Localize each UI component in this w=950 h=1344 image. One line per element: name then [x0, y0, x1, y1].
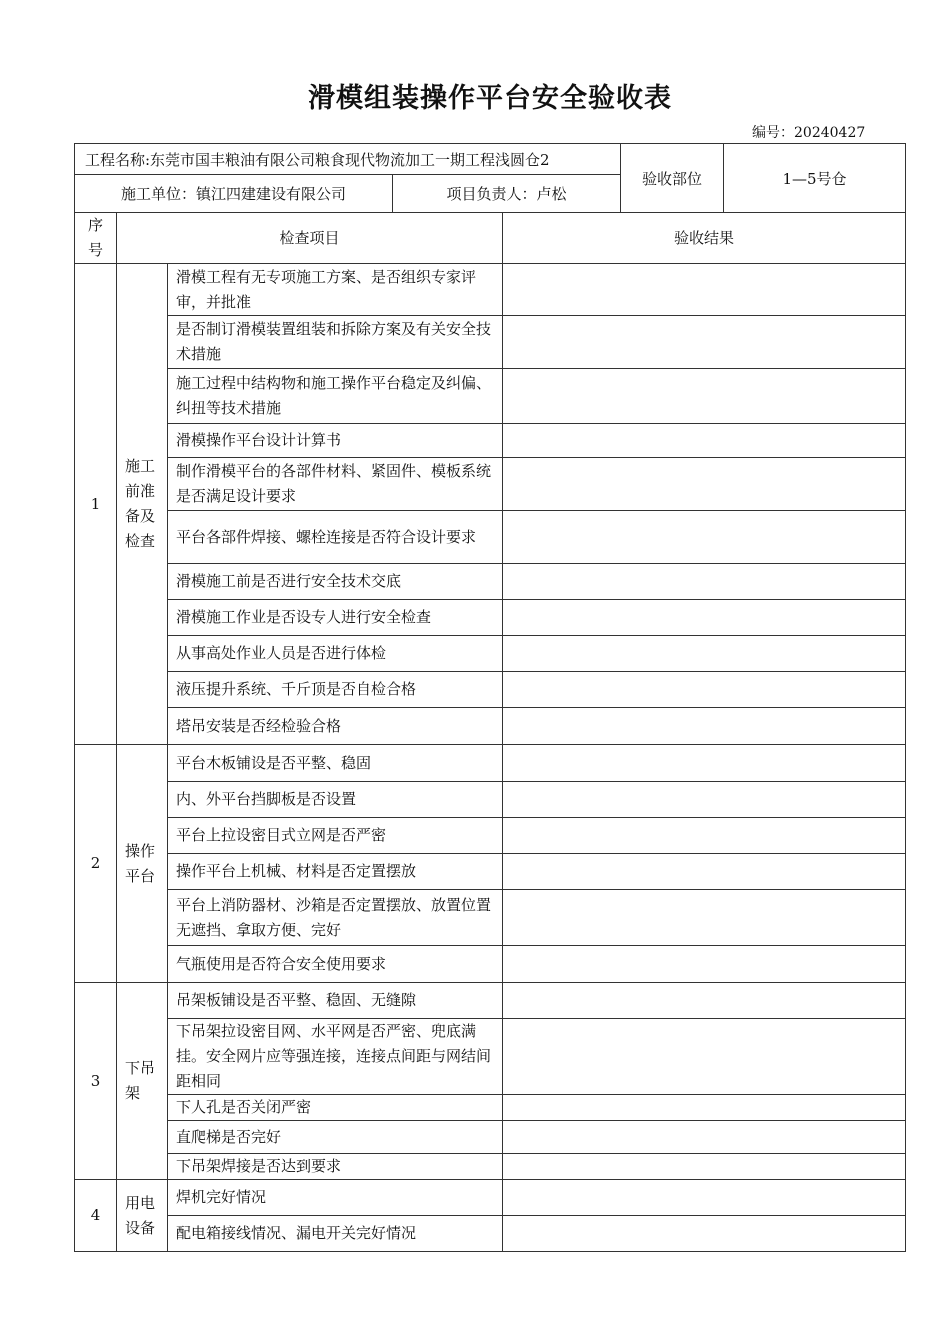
check-item: 滑模工程有无专项施工方案、是否组织专家评审，并批准 — [168, 264, 503, 316]
table-row — [75, 636, 906, 672]
section-category: 施工前准备及检查 — [117, 264, 168, 745]
check-item: 施工过程中结构物和施工操作平台稳定及纠偏、纠扭等技术措施 — [168, 369, 503, 424]
result-cell[interactable] — [503, 264, 906, 316]
table-row — [75, 1216, 906, 1252]
section-category: 用电设备 — [117, 1180, 168, 1252]
table-row — [75, 946, 906, 983]
check-item: 配电箱接线情况、漏电开关完好情况 — [168, 1216, 503, 1252]
section-number: 1 — [75, 264, 117, 745]
column-header-items: 检查项目 — [117, 213, 503, 264]
table-row — [75, 1019, 906, 1095]
column-header-result: 验收结果 — [503, 213, 906, 264]
check-item: 下人孔是否关闭严密 — [168, 1095, 503, 1121]
check-item: 滑模操作平台设计计算书 — [168, 424, 503, 458]
check-item: 从事高处作业人员是否进行体检 — [168, 636, 503, 672]
result-cell[interactable] — [503, 458, 906, 511]
table-row — [75, 458, 906, 511]
check-item: 操作平台上机械、材料是否定置摆放 — [168, 854, 503, 890]
table-row — [75, 264, 906, 316]
result-cell[interactable] — [503, 316, 906, 369]
table-row — [75, 316, 906, 369]
section-category: 下吊架 — [117, 983, 168, 1180]
check-item: 吊架板铺设是否平整、稳固、无缝隙 — [168, 983, 503, 1019]
table-row — [75, 1121, 906, 1154]
section-category: 操作平台 — [117, 745, 168, 983]
check-item: 滑模施工作业是否设专人进行安全检查 — [168, 600, 503, 636]
result-cell[interactable] — [503, 511, 906, 564]
table-row — [75, 854, 906, 890]
table-row — [75, 890, 906, 946]
table-row — [75, 1180, 906, 1216]
table-row — [75, 369, 906, 424]
result-cell[interactable] — [503, 1095, 906, 1121]
result-cell[interactable] — [503, 424, 906, 458]
check-item: 滑模施工前是否进行安全技术交底 — [168, 564, 503, 600]
table-header-row — [75, 213, 906, 264]
section-number: 3 — [75, 983, 117, 1180]
result-cell[interactable] — [503, 946, 906, 983]
table-row — [75, 708, 906, 745]
table-row — [75, 782, 906, 818]
check-item: 气瓶使用是否符合安全使用要求 — [168, 946, 503, 983]
result-cell[interactable] — [503, 818, 906, 854]
result-cell[interactable] — [503, 564, 906, 600]
result-cell[interactable] — [503, 369, 906, 424]
table-row — [75, 983, 906, 1019]
table-row — [75, 1154, 906, 1180]
result-cell[interactable] — [503, 708, 906, 745]
project-name: 工程名称:东莞市国丰粮油有限公司粮食现代物流加工一期工程浅圆仓2 — [75, 144, 621, 175]
result-cell[interactable] — [503, 782, 906, 818]
inspection-table — [74, 212, 906, 1252]
result-cell[interactable] — [503, 1154, 906, 1180]
result-cell[interactable] — [503, 854, 906, 890]
check-item: 平台各部件焊接、螺栓连接是否符合设计要求 — [168, 511, 503, 564]
result-cell[interactable] — [503, 1121, 906, 1154]
section-number: 2 — [75, 745, 117, 983]
result-cell[interactable] — [503, 672, 906, 708]
document-number: 编号：20240427 — [752, 125, 866, 141]
check-item: 液压提升系统、千斤顶是否自检合格 — [168, 672, 503, 708]
result-cell[interactable] — [503, 1180, 906, 1216]
table-row — [75, 564, 906, 600]
project-info-table — [74, 143, 906, 213]
table-row — [75, 600, 906, 636]
project-manager: 项目负责人：卢松 — [393, 175, 621, 213]
acceptance-part-value: 1—5号仓 — [724, 144, 906, 213]
check-item: 焊机完好情况 — [168, 1180, 503, 1216]
result-cell[interactable] — [503, 983, 906, 1019]
check-item: 平台上拉设密目式立网是否严密 — [168, 818, 503, 854]
result-cell[interactable] — [503, 1216, 906, 1252]
construction-unit: 施工单位：镇江四建建设有限公司 — [75, 175, 393, 213]
result-cell[interactable] — [503, 1019, 906, 1095]
check-item: 制作滑模平台的各部件材料、紧固件、模板系统是否满足设计要求 — [168, 458, 503, 511]
check-item: 直爬梯是否完好 — [168, 1121, 503, 1154]
table-row — [75, 818, 906, 854]
form-title: 滑模组装操作平台安全验收表 — [308, 83, 672, 114]
check-item: 平台上消防器材、沙箱是否定置摆放、放置位置无遮挡、拿取方便、完好 — [168, 890, 503, 946]
table-row — [75, 424, 906, 458]
check-item: 内、外平台挡脚板是否设置 — [168, 782, 503, 818]
check-item: 是否制订滑模装置组装和拆除方案及有关安全技术措施 — [168, 316, 503, 369]
table-row — [75, 672, 906, 708]
result-cell[interactable] — [503, 745, 906, 782]
column-header-seq: 序号 — [75, 213, 117, 264]
table-row — [75, 511, 906, 564]
check-item: 塔吊安装是否经检验合格 — [168, 708, 503, 745]
result-cell[interactable] — [503, 636, 906, 672]
check-item: 下吊架拉设密目网、水平网是否严密、兜底满挂。安全网片应等强连接，连接点间距与网结间距相同 — [168, 1019, 503, 1095]
result-cell[interactable] — [503, 890, 906, 946]
result-cell[interactable] — [503, 600, 906, 636]
check-item: 平台木板铺设是否平整、稳固 — [168, 745, 503, 782]
table-row — [75, 1095, 906, 1121]
section-number: 4 — [75, 1180, 117, 1252]
table-row — [75, 745, 906, 782]
acceptance-part-label: 验收部位 — [621, 144, 724, 213]
check-item: 下吊架焊接是否达到要求 — [168, 1154, 503, 1180]
